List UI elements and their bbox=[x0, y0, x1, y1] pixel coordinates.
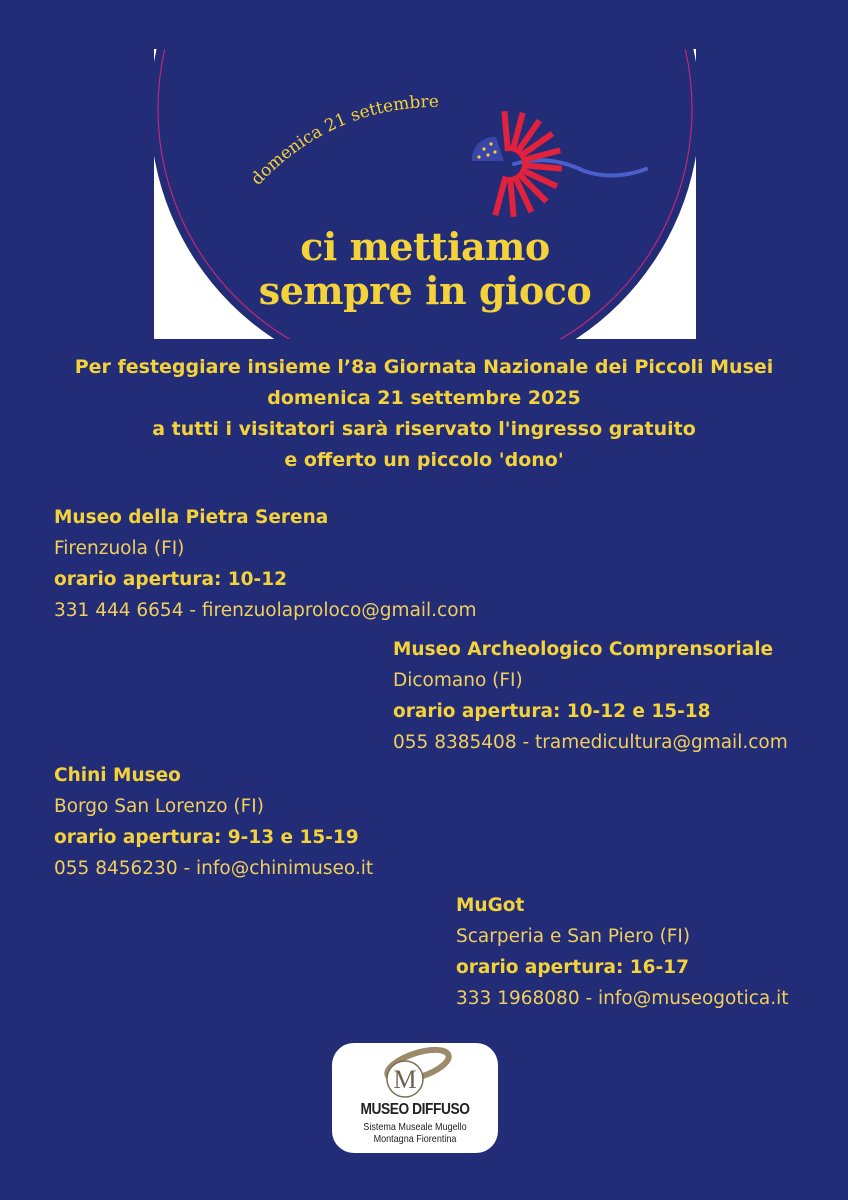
museum-block-mugot bbox=[456, 890, 789, 1014]
intro-line: Per festeggiare insieme l’8a Giornata Nazionale dei Piccoli Musei bbox=[74, 356, 774, 378]
museum-contact: 055 8385408 - tramedicultura@gmail.com bbox=[393, 732, 788, 753]
museum-block-pietra-serena bbox=[54, 502, 477, 626]
logo-subtitle: Montagna Fiorentina bbox=[373, 1133, 457, 1145]
museum-hours: orario apertura: 10-12 bbox=[54, 569, 287, 590]
banner-title-line1: ci mettiamo bbox=[300, 224, 550, 269]
museum-hours: orario apertura: 16-17 bbox=[456, 957, 689, 978]
intro-line: domenica 21 settembre 2025 bbox=[267, 387, 581, 409]
museum-contact: 333 1968080 - info@museogotica.it bbox=[456, 988, 789, 1009]
intro-line: e offerto un piccolo 'dono' bbox=[284, 449, 564, 471]
svg-text:M: M bbox=[393, 1065, 417, 1094]
museum-contact: 331 444 6654 - firenzuolaproloco@gmail.com bbox=[54, 600, 477, 621]
logo-subtitle: Sistema Museale Mugello bbox=[363, 1121, 467, 1133]
logo-title: MUSEO DIFFUSO bbox=[360, 1101, 470, 1118]
banner-title-line2: sempre in gioco bbox=[258, 268, 592, 313]
museum-name: Museo Archeologico Comprensoriale bbox=[393, 639, 774, 660]
museum-hours: orario apertura: 10-12 e 15-18 bbox=[393, 701, 711, 722]
museo-diffuso-logo bbox=[332, 1043, 498, 1153]
banner-date-text: domenica 21 settembre bbox=[247, 91, 439, 190]
museum-place: Borgo San Lorenzo (FI) bbox=[54, 796, 264, 817]
museum-hours: orario apertura: 9-13 e 15-19 bbox=[54, 827, 359, 848]
museum-contact: 055 8456230 - info@chinimuseo.it bbox=[54, 858, 374, 879]
museum-name: Museo della Pietra Serena bbox=[54, 507, 329, 528]
museum-name: MuGot bbox=[456, 895, 525, 916]
museum-place: Scarperia e San Piero (FI) bbox=[456, 926, 691, 947]
event-banner bbox=[154, 49, 696, 339]
museum-block-archeologico bbox=[393, 634, 788, 758]
museum-place: Firenzuola (FI) bbox=[54, 538, 185, 559]
museo-diffuso-logo-icon bbox=[332, 1043, 498, 1103]
museum-place: Dicomano (FI) bbox=[393, 670, 523, 691]
intro-line: a tutti i visitatori sarà riservato l'ingresso gratuito bbox=[152, 418, 696, 440]
museum-block-chini bbox=[54, 760, 373, 884]
museum-name: Chini Museo bbox=[54, 765, 181, 786]
intro-text bbox=[0, 352, 848, 476]
